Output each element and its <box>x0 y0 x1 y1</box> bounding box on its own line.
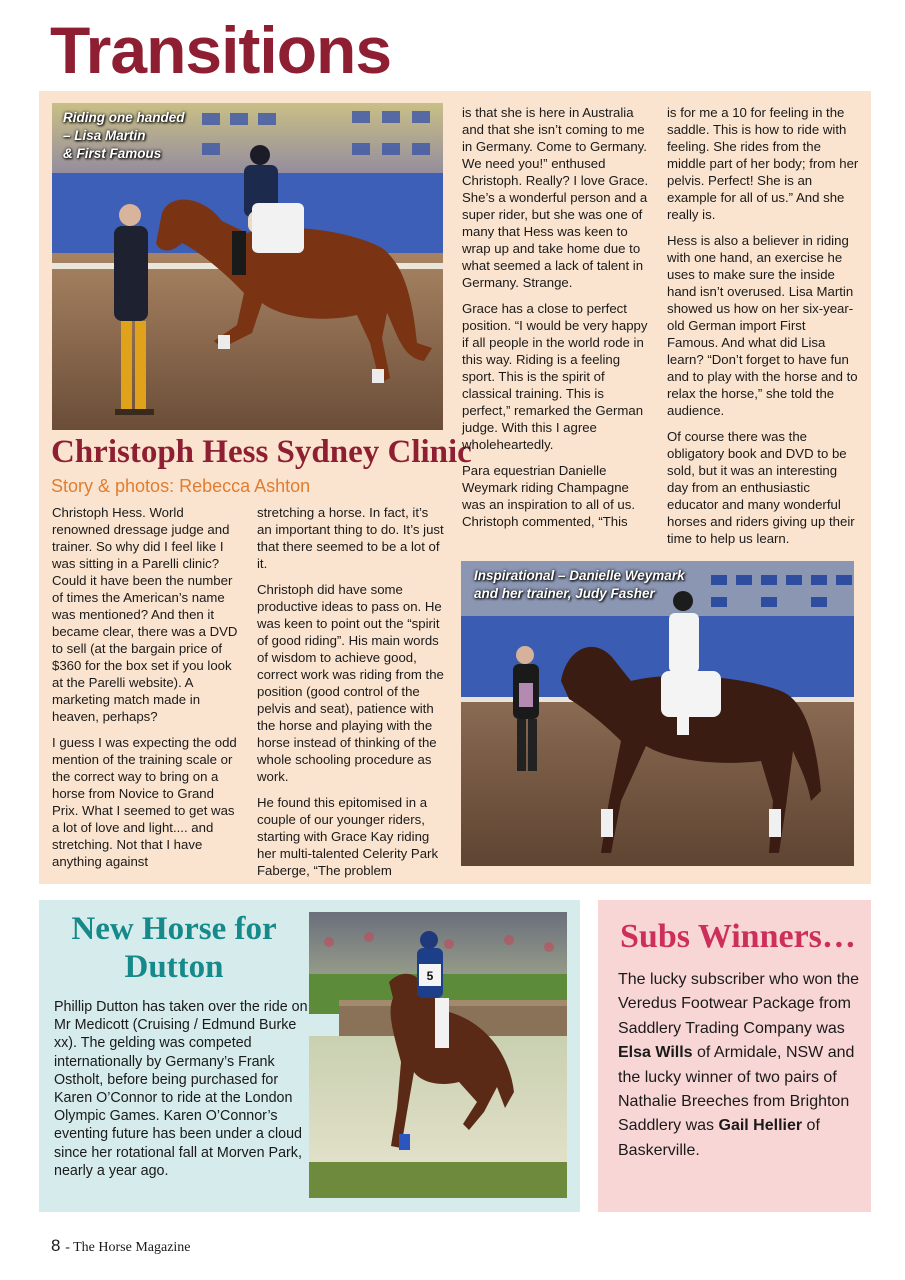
page-number: 8 <box>51 1236 61 1255</box>
subs-title: Subs Winners… <box>620 918 856 955</box>
arena-para-rider-illustration <box>461 561 854 866</box>
paragraph: Christoph Hess. World renowned dressage judge and trainer. So why did I feel like I was sitting in a Parelli clinic? Could it have been the number of times the American’s name was mentioned? And then it became clear, there was a DVD to sell (at the bargain price of $360 for the box set if you look at the Parelli website). A marketing match made in heaven, perhaps? <box>52 505 238 724</box>
photo2-caption: Inspirational – Danielle Weymark and her trainer, Judy Fasher <box>474 568 685 601</box>
paragraph: stretching a horse. In fact, it’s an important thing to do. It’s just that there seemed to be a lot of it. <box>257 505 444 571</box>
dutton-title: New Horse for Dutton <box>71 911 277 985</box>
paragraph: is for me a 10 for feeling in the saddle. This is how to ride with feeling. She rides from the middle part of her body; from her pelvis. Perfect! She is an example for all of us.” And she really is. <box>667 105 859 222</box>
subs-body <box>618 968 863 1163</box>
bib-number: 5 <box>426 969 434 983</box>
paragraph: Para equestrian Danielle Weymark riding Champagne was an inspiration to all of us. Christoph commented, “This <box>462 463 635 529</box>
paragraph: is that she is here in Australia and that she isn’t coming to me in Germany. Come to Germany. We need you!” enthused Christoph. Really? I love Grace. She’s a wonderful person and a super rider, but she was one of many that Hess was keen to wrap up and take home due to what seemed a lack of talent in Germany. Strange. <box>462 105 649 290</box>
subs-text: of Armidale, NSW and the lucky winner of two pairs of Nathalie Breeches from Brighton Saddlery was <box>618 1044 855 1135</box>
paragraph: He found this epitomised in a couple of our younger riders, starting with Grace Kay riding her multi-talented Celerity Park Faberge, “The problem <box>257 795 439 878</box>
paragraph: Of course there was the obligatory book and DVD to be sold, but it was an interesting day from an enthusiastic educator and many wonderful horses and riders giving up their time to help us learn. <box>667 429 855 546</box>
subs-winner-name: Elsa Wills <box>618 1044 693 1062</box>
section-title: Transitions <box>50 13 392 87</box>
photo-cross-country <box>309 912 567 1198</box>
photo-para-equestrian <box>461 561 854 866</box>
article-column-2 <box>257 504 445 888</box>
article-column-1 <box>52 504 244 879</box>
paragraph: I guess I was expecting the odd mention of the training scale or the correct way to bring on a horse from Novice to Grand Prix. What I seemed to get was a lot of love and light.... and stretching. Not that I have anything against <box>52 735 237 869</box>
subs-text: of Baskerville. <box>618 1117 820 1159</box>
article-column-3 <box>462 104 650 539</box>
paragraph: Grace has a close to perfect position. “I would be very happy if all people in the world rode in this way. Riding is a feeling sport. This is the spirit of classical training. This is perfect,” remarked the German judge. With this I agree wholeheartedly. <box>462 301 648 452</box>
paragraph: Christoph did have some productive ideas to pass on. He was keen to point out the “spirit of good riding”. His main words of wisdom to achieve good, correct work was riding from the position (good control of the pelvis and seat), patience with the horse and playing with the horse instead of thinking of the whole schooling procedure as work. <box>257 582 444 784</box>
dutton-body: Phillip Dutton has taken over the ride on Mr Medicott (Cruising / Edmund Burke xx). The gelding was competed internationally by Germany’s Frank Ostholt, before being purchased for Karen O’Connor to ride at the London Olympic Games. Karen O’Connor’s eventing future has been under a cloud since her rotational fall at Morven Park, nearly a year ago. <box>54 999 308 1179</box>
subs-text: The lucky subscriber who won the Veredus Footwear Package from Saddlery Trading Company was <box>618 971 859 1037</box>
publication-name: - The Horse Magazine <box>65 1240 191 1255</box>
water-jump-illustration <box>309 912 567 1198</box>
subs-winners-box <box>598 900 871 1212</box>
article-byline: Story & photos: Rebecca Ashton <box>51 476 311 496</box>
photo-riding-one-handed <box>52 103 443 430</box>
article-column-4 <box>667 104 859 556</box>
page-footer <box>51 1236 191 1256</box>
subs-winner-name: Gail Hellier <box>718 1117 803 1135</box>
paragraph: Hess is also a believer in riding with one hand, an exercise he uses to make sure the inside hand isn’t overused. Lisa Martin showed us how on her six-year-old German import First Famous. And what did Lisa learn? “Don’t forget to have fun and to play with the horse and to relax the horse,” she told the audience. <box>667 233 858 418</box>
photo1-caption: Riding one handed – Lisa Martin & First Famous <box>63 110 185 161</box>
article-headline: Christoph Hess Sydney Clinic <box>51 434 472 470</box>
